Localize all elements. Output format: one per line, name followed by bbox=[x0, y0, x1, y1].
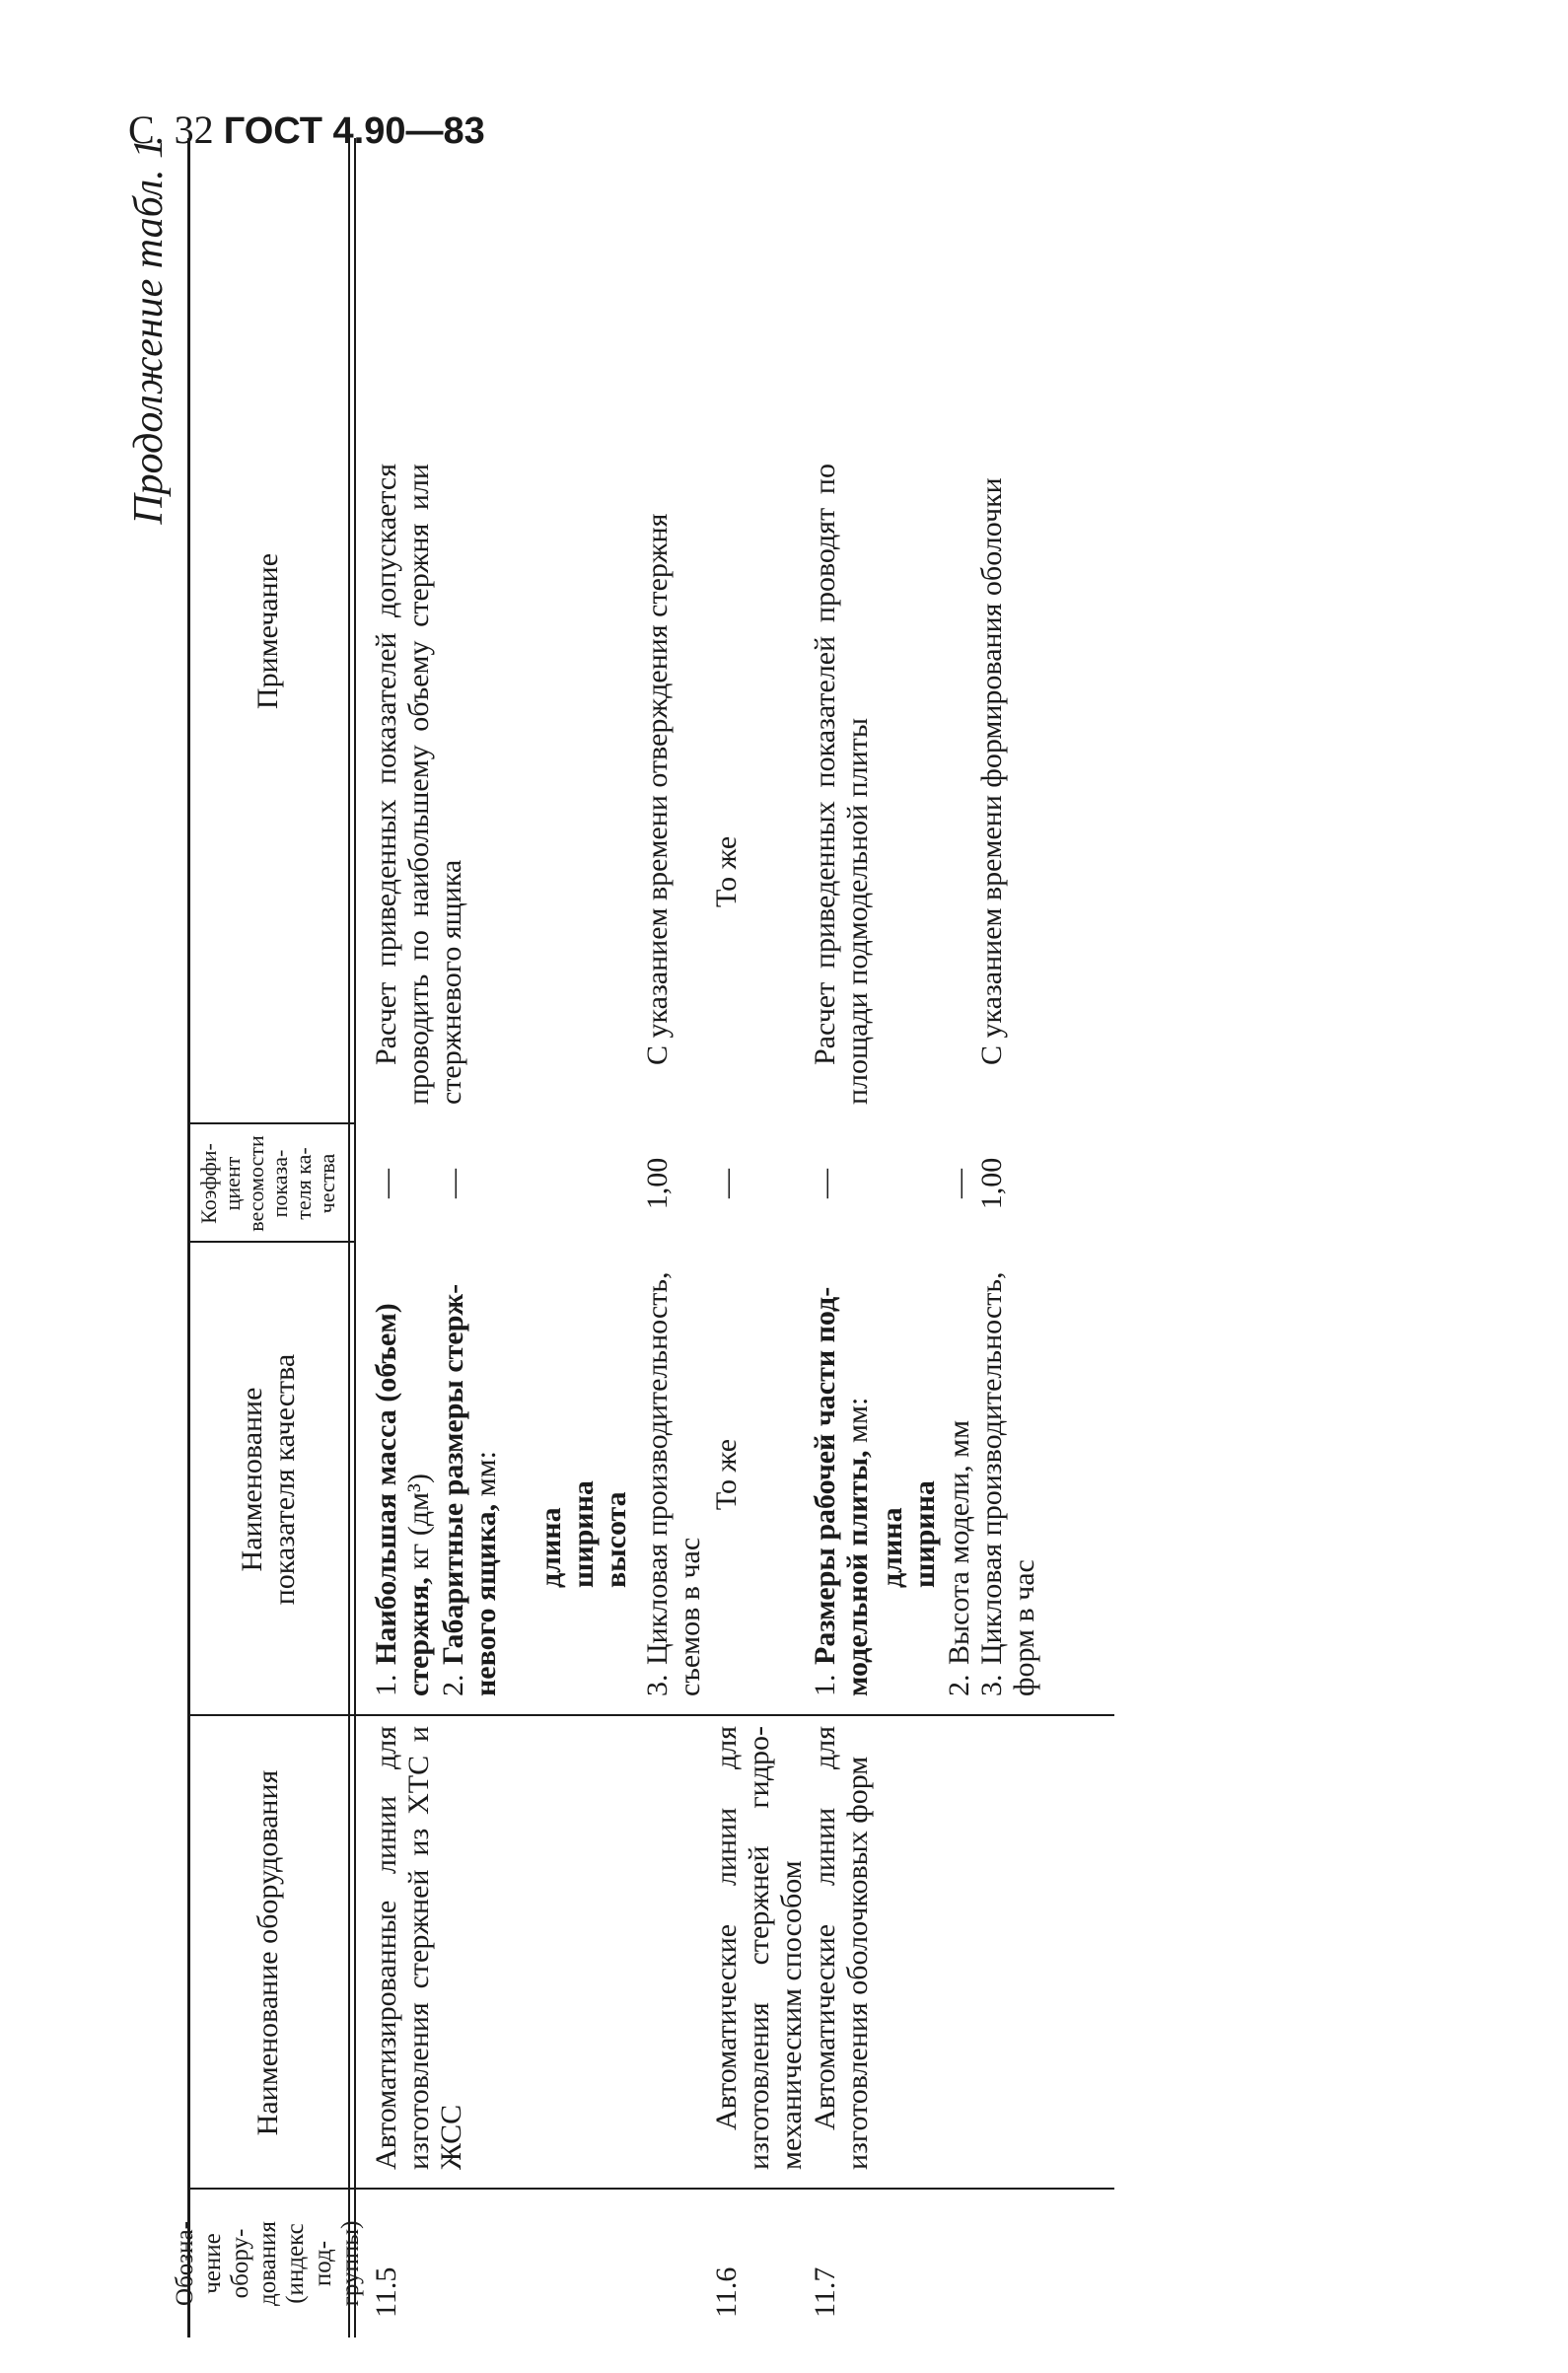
weight-11-5-1: — bbox=[370, 1169, 402, 1198]
note-11-5-3: С указанием времени отверждения стержня bbox=[641, 513, 674, 1065]
note-11-6: То же bbox=[710, 835, 743, 907]
weight-11-5-3: 1,00 bbox=[641, 1157, 674, 1210]
weight-11-7-1: — bbox=[809, 1169, 841, 1198]
indicator-text: Цикловая производительность, форм в час bbox=[975, 1271, 1040, 1696]
weight-11-6: — bbox=[710, 1169, 743, 1198]
indicator-11-5-2 bbox=[437, 1253, 502, 1696]
header-weight: Коэффи- циент весомости показа- теля ка- чества bbox=[196, 1135, 339, 1232]
indicator-11-7-2 bbox=[943, 1253, 975, 1696]
indicator-sub-length: длина bbox=[876, 1507, 908, 1588]
item-number: 2. bbox=[943, 1674, 975, 1696]
row-code-11-6: 11.6 bbox=[710, 2266, 743, 2318]
header-rule-1 bbox=[348, 138, 350, 2337]
indicator-bold: Размеры рабочей части подмодельной плиты, bbox=[809, 1286, 874, 1696]
continuation-label: Продолжение табл. 1 bbox=[126, 138, 172, 525]
item-number: 1. bbox=[809, 1674, 841, 1696]
item-number: 1. bbox=[370, 1674, 402, 1696]
page-number: С. 32 bbox=[128, 108, 214, 152]
indicator-bold: Наибольшая масса (объем) стержня, bbox=[370, 1303, 435, 1696]
indicator-bold: Габаритные размеры стержневого ящика, bbox=[437, 1283, 502, 1696]
indicator-11-7-3 bbox=[975, 1253, 1040, 1696]
indicator-sub-width: ширина bbox=[567, 1480, 600, 1588]
item-number: 3. bbox=[975, 1674, 1008, 1696]
note-11-7-1: Расчет приведенных показателей проводят по площади подмодельной плиты bbox=[809, 464, 874, 1105]
item-number: 2. bbox=[437, 1674, 469, 1696]
rotated-table-block bbox=[128, 138, 1114, 2337]
indicator-unit: мм: bbox=[841, 1397, 874, 1451]
header-note: Примечание bbox=[251, 552, 284, 710]
indicator-text: Цикловая производительность, съемов в час bbox=[641, 1271, 706, 1696]
header-indicator: Наименование показателя качества bbox=[236, 1353, 301, 1606]
indicator-11-7-1 bbox=[809, 1253, 874, 1696]
equipment-11-6: Автоматические линии для изготовления стержней гидромеханическим способом bbox=[710, 1726, 808, 2170]
header-equipment: Наименование оборудования bbox=[251, 1769, 284, 2136]
indicator-unit: кг (дм³) bbox=[402, 1474, 435, 1578]
indicator-11-6: То же bbox=[710, 1438, 743, 1511]
indicator-11-5-3 bbox=[641, 1253, 706, 1696]
indicator-11-5-1 bbox=[370, 1253, 435, 1696]
weight-11-5-2: — bbox=[437, 1169, 469, 1198]
equipment-11-7: Автоматические линии для изготовления оболочковых форм bbox=[809, 1726, 874, 2170]
weight-11-7-2: — bbox=[943, 1169, 975, 1198]
weight-11-7-3: 1,00 bbox=[975, 1157, 1008, 1210]
note-11-7-3: С указанием времени формирования оболочки bbox=[975, 477, 1008, 1065]
header-designation: Обозна- чение обору- дования (индекс под- группы) bbox=[172, 2220, 364, 2307]
indicator-text: Высота модели, мм bbox=[943, 1419, 975, 1665]
standard-number: ГОСТ 4.90—83 bbox=[223, 110, 485, 152]
row-code-11-7: 11.7 bbox=[809, 2266, 841, 2318]
header-rule-2 bbox=[354, 138, 356, 2337]
equipment-11-5: Автоматизированные линии для изготовления стержней из ХТС и ЖСС bbox=[370, 1726, 467, 2170]
indicator-sub-width: ширина bbox=[908, 1480, 941, 1588]
note-11-5-1: Расчет приведенных показателей допускается проводить по наибольшему объему стержня или стержневого ящика bbox=[370, 464, 467, 1105]
indicator-unit: мм: bbox=[469, 1451, 502, 1504]
row-code-11-5: 11.5 bbox=[370, 2266, 402, 2318]
indicator-sub-length: длина bbox=[535, 1507, 567, 1588]
item-number: 3. bbox=[641, 1674, 674, 1696]
indicator-sub-height: высота bbox=[600, 1491, 632, 1588]
